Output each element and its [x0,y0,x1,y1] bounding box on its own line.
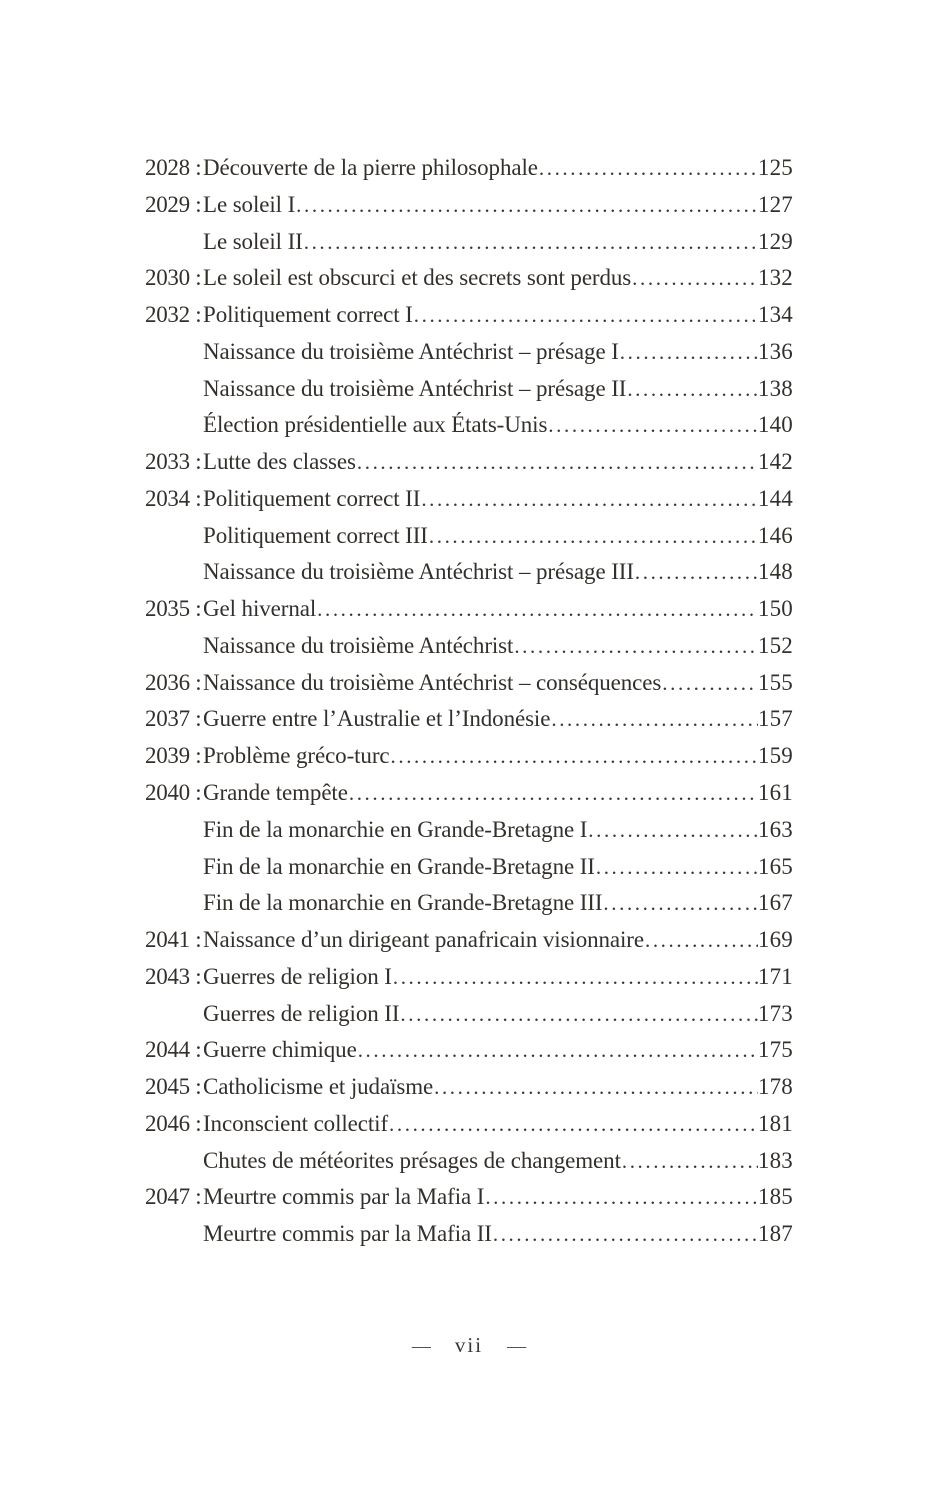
toc-entry-year: 2029 : [145,191,202,217]
toc-entry [145,1106,793,1143]
toc-entry [145,187,793,224]
toc-entry-title: Politiquement correct I [203,302,413,328]
toc-entry-page: 142 [757,449,793,475]
toc-entry-page: 183 [757,1147,793,1173]
toc-entry-year: 2037 : [145,706,202,732]
toc-entry-page: 178 [757,1074,793,1100]
toc-leader-dots [391,738,758,775]
toc-leader-dots [421,481,758,518]
toc-entry [145,996,793,1033]
toc-entry-year: 2030 : [145,265,202,291]
toc-entry-year: 2043 : [145,963,202,989]
toc-leader-dots [358,1032,758,1069]
toc-entry [145,1143,793,1180]
toc-entry [145,481,793,518]
toc-entry-year: 2034 : [145,485,202,511]
toc-leader-dots [349,775,758,812]
toc-leader-dots [393,959,758,996]
toc-entry [145,554,793,591]
toc-entry-title: Le soleil II [203,228,303,254]
toc-entry-page: 181 [757,1110,793,1136]
toc-entry-page: 185 [757,1184,793,1210]
toc-entry [145,628,793,665]
toc-entry [145,738,793,775]
toc-entry [145,260,793,297]
toc-entry-year: 2035 : [145,596,202,622]
toc-entry-title: Naissance du troisième Antéchrist – conséquences [203,669,662,695]
toc-leader-dots [662,665,758,702]
toc-entry-year: 2041 : [145,927,202,953]
toc-entry-title: Naissance d’un dirigeant panafricain visionnaire [203,927,644,953]
toc-entry-year: 2032 : [145,302,202,328]
toc-entry [145,334,793,371]
toc-entry-page: 150 [757,596,793,622]
footer-right-dash: — [507,1335,527,1357]
toc-leader-dots [632,260,758,297]
toc-leader-dots [603,885,757,922]
toc-entry [145,518,793,555]
toc-leader-dots [429,518,758,555]
toc-leader-dots [389,1106,758,1143]
toc-leader-dots [588,812,758,849]
toc-entry [145,849,793,886]
toc-entry-year: 2046 : [145,1110,202,1136]
toc-entry-page: 138 [757,375,793,401]
toc-entry-title: Fin de la monarchie en Grande-Bretagne II [203,853,595,879]
toc-entry-title: Chutes de météorites présages de changement [203,1147,621,1173]
toc-entry [145,224,793,261]
toc-entry-title: Élection présidentielle aux États-Unis [203,412,548,438]
toc-entry [145,1216,793,1253]
toc-entry-page: 161 [757,780,793,806]
toc-entry-title: Politiquement correct III [203,522,428,548]
toc-entry-title: Gel hivernal [203,596,317,622]
toc-entry [145,591,793,628]
toc-leader-dots [485,1179,758,1216]
toc-entry-page: 148 [757,559,793,585]
toc-entry-page: 127 [757,191,793,217]
toc-entry-page: 169 [757,927,793,953]
toc-entry-page: 134 [757,302,793,328]
toc-entry-title: Lutte des classes [203,449,356,475]
toc-entry-year: 2047 : [145,1184,202,1210]
toc-entry-title: Guerres de religion II [203,1000,400,1026]
toc-entry [145,959,793,996]
toc-entry-page: 129 [757,228,793,254]
toc-entry-page: 144 [757,485,793,511]
page-footer [145,1333,793,1358]
toc-entry-title: Grande tempête [203,780,348,806]
toc-leader-dots [414,297,758,334]
toc-entry-title: Meurtre commis par la Mafia I [203,1184,485,1210]
toc-entry-page: 159 [757,743,793,769]
toc-entry-page: 136 [757,338,793,364]
toc-leader-dots [627,371,758,408]
toc-entry-page: 132 [757,265,793,291]
toc-entry-title: Catholicisme et judaïsme [203,1074,434,1100]
toc-entry-page: 146 [757,522,793,548]
toc-entry-title: Découverte de la pierre philosophale [203,155,538,180]
toc-leader-dots [596,849,758,886]
toc-entry-page: 125 [757,155,793,180]
toc-leader-dots [622,1143,758,1180]
toc-leader-dots [304,224,758,261]
toc-entry-year: 2045 : [145,1074,202,1100]
toc-entry [145,885,793,922]
toc-entry [145,701,793,738]
toc-entry-title: Guerre entre l’Australie et l’Indonésie [203,706,551,732]
toc-entry-title: Fin de la monarchie en Grande-Bretagne III [203,890,603,916]
toc-entry-title: Inconscient collectif [203,1110,389,1136]
toc-entry-page: 165 [757,853,793,879]
toc-entry [145,775,793,812]
toc-leader-dots [551,701,758,738]
toc-entry-page: 187 [757,1221,793,1247]
toc-leader-dots [434,1069,758,1106]
toc-entry [145,444,793,481]
toc-entry-title: Le soleil est obscurci et des secrets sont perdus [203,265,632,291]
toc-entry-page: 155 [757,669,793,695]
toc-entry-title: Naissance du troisième Antéchrist – présage III [203,559,634,585]
toc-leader-dots [635,554,758,591]
toc-entry-page: 152 [757,632,793,658]
toc-leader-dots [357,444,758,481]
toc-entry-title: Naissance du troisième Antéchrist – présage I [203,338,619,364]
toc-leader-dots [296,187,758,224]
toc-entry-page: 140 [757,412,793,438]
toc-entry-title: Le soleil I [203,191,296,217]
toc-entry-year: 2040 : [145,780,202,806]
toc-entry-page: 171 [757,963,793,989]
toc-entry-year: 2039 : [145,743,202,769]
toc-leader-dots [514,628,758,665]
toc-entry-title: Problème gréco-turc [203,743,390,769]
toc-entry-page: 157 [757,706,793,732]
toc-entry [145,665,793,702]
toc-entry-page: 163 [757,816,793,842]
toc-entry [145,922,793,959]
toc-entry-page: 175 [757,1037,793,1063]
toc-entry-title: Politiquement correct II [203,485,421,511]
toc-list [145,150,793,1253]
toc-entry-year: 2044 : [145,1037,202,1063]
toc-leader-dots [493,1216,758,1253]
toc-leader-dots [548,407,758,444]
toc-leader-dots [620,334,758,371]
toc-entry [145,371,793,408]
toc-leader-dots [400,996,757,1033]
toc-entry [145,297,793,334]
folio-page-number: vii [454,1332,484,1357]
toc-entry-title: Naissance du troisième Antéchrist [203,632,514,658]
toc-entry-title: Meurtre commis par la Mafia II [203,1221,492,1247]
toc-entry-year: 2036 : [145,669,202,695]
toc-entry [145,1179,793,1216]
toc-entry-title: Guerre chimique [203,1037,357,1063]
toc-entry [145,150,793,187]
toc-entry-title: Guerres de religion I [203,963,392,989]
footer-left-dash: — [411,1335,431,1357]
toc-entry-year: 2033 : [145,449,202,475]
toc-entry-page: 167 [757,890,793,916]
toc-leader-dots [317,591,758,628]
toc-leader-dots [539,150,758,187]
toc-entry-page: 173 [757,1000,793,1026]
toc-entry [145,1069,793,1106]
toc-entry [145,812,793,849]
toc-entry [145,1032,793,1069]
toc-entry [145,407,793,444]
toc-leader-dots [645,922,758,959]
toc-entry-year: 2028 : [145,155,202,180]
toc-entry-title: Fin de la monarchie en Grande-Bretagne I [203,816,588,842]
toc-entry-title: Naissance du troisième Antéchrist – présage II [203,375,627,401]
